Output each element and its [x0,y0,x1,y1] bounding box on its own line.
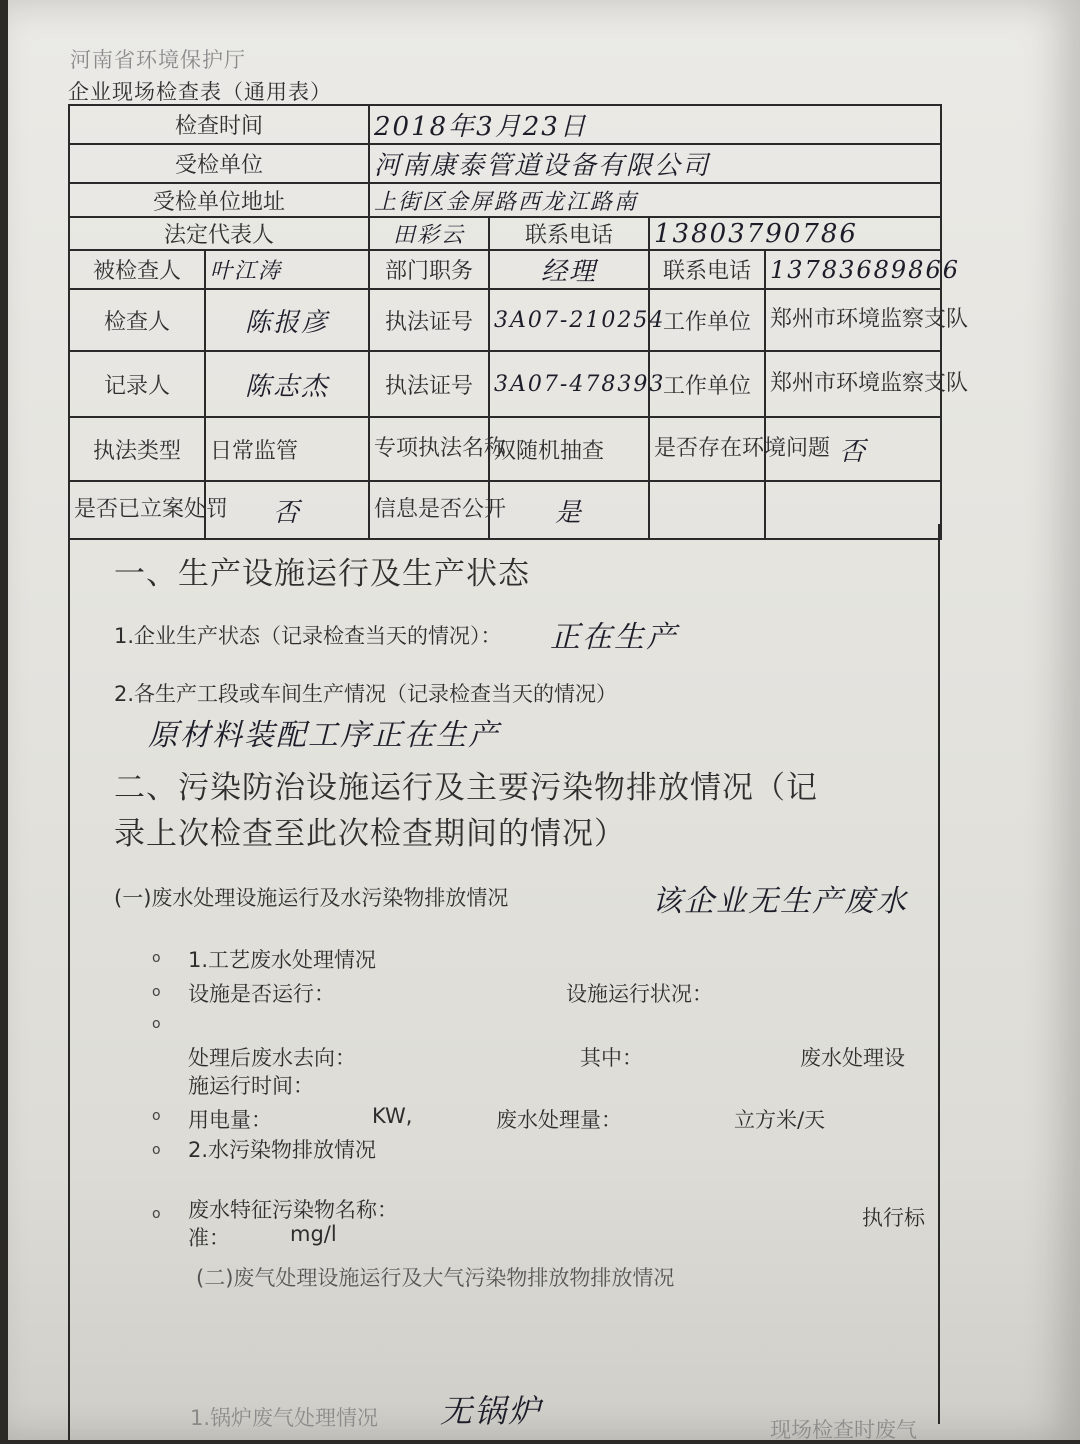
section1-a1: 正在生产 [550,620,678,655]
phone2-value: 13783689866 [770,255,960,284]
pollutant-name-label: 废水特征污染物名称： [188,1198,398,1222]
section2-sub1: (一)废水处理设施运行及水污染物排放情况 [114,886,509,910]
phone2-label: 联系电话 [649,250,765,289]
special-value: 双随机抽查 [489,417,649,481]
inspect-time-value: 2018年3月23日 [374,112,588,142]
public-value: 是 [555,497,584,528]
form-title: 企业现场检查表（通用表） [68,80,332,104]
inspection-info-table [68,104,969,540]
frame-right-border [938,524,940,1424]
unit-label: 受检单位 [69,144,369,183]
cert2-label: 执法证号 [369,351,489,417]
section1-q1: 1.企业生产状态（记录检查当天的情况）： [114,624,502,648]
dept-label: 部门职务 [369,250,489,289]
facility-status-label: 设施运行状况： [566,982,713,1006]
bullet-dot: o [152,1142,161,1158]
env-issue-value: 否 [839,436,868,467]
enforce-type-label: 执法类型 [69,417,205,481]
section2-sub1-answer: 该企业无生产废水 [652,884,908,919]
onsite-exhaust-label: 现场检查时废气 [770,1418,917,1442]
section1-a2: 原材料装配工序正在生产 [148,718,500,753]
unit-value: 河南康泰管道设备有限公司 [374,151,711,181]
cert-value: 3A07-210254 [494,307,666,333]
recorder-label: 记录人 [69,351,205,417]
workunit-label: 工作单位 [649,289,765,351]
special-label: 专项执法名称 [369,417,489,481]
bullet-dot: o [152,950,161,966]
wastewater-item1: 1.工艺废水处理情况 [188,948,377,972]
phone-label: 联系电话 [489,217,649,250]
section2-title-line1: 二、污染防治设施运行及主要污染物排放情况（记 [114,770,818,806]
wastewater-runtime-label-b: 施运行时间： [188,1074,314,1098]
cert-label: 执法证号 [369,289,489,351]
dept-value: 经理 [541,257,598,287]
agency-name: 河南省环境保护厅 [70,48,246,72]
workunit2-value: 郑州市环境监察支队 [765,351,941,417]
exec-standard-label-a: 执行标 [862,1206,925,1230]
address-value: 上街区金屏路西龙江路南 [374,189,639,215]
enforce-type-value: 日常监管 [205,417,369,481]
inspector-value: 陈报彦 [245,307,330,338]
empty-cell [765,481,941,539]
facility-running-label: 设施是否运行： [188,982,335,1006]
kw-unit: KW, [372,1104,413,1128]
case-label: 是否已立案处罚 [69,481,205,539]
inspectee-label: 被检查人 [69,250,205,289]
workunit2-label: 工作单位 [649,351,765,417]
inspectee-value: 叶江涛 [210,259,283,284]
bullet-dot: o [152,1108,161,1124]
treatment-volume-label: 废水处理量： [496,1108,622,1132]
empty-cell [649,481,765,539]
among-label: 其中： [580,1046,643,1070]
case-value: 否 [273,497,302,528]
volume-unit: 立方米/天 [734,1108,826,1132]
exhaust-subtitle: (二)废气处理设施运行及大气污染物排放物排放情况 [196,1266,675,1290]
boiler-label: 1.锅炉废气处理情况 [190,1406,379,1430]
wastewater-destination-label: 处理后废水去向： [188,1046,356,1070]
bullet-dot: o [152,984,161,1000]
legal-rep-label: 法定代表人 [69,217,369,250]
phone-value: 13803790786 [654,218,858,249]
bullet-dot: o [152,1206,161,1222]
wastewater-runtime-label-a: 废水处理设 [800,1046,905,1070]
section1-q2: 2.各生产工段或车间生产情况（记录检查当天的情况） [114,682,618,706]
power-usage-label: 用电量： [188,1108,272,1132]
wastewater-item2: 2.水污染物排放情况 [188,1138,377,1162]
mgl-unit: mg/l [290,1222,337,1246]
public-label: 信息是否公开 [369,481,489,539]
frame-left-border [68,524,70,1440]
cert2-value: 3A07-478393 [494,371,666,397]
env-issue-label: 是否存在环境问题 [649,417,765,481]
inspect-time-label: 检查时间 [69,105,369,144]
exec-standard-label-b: 准： [188,1226,230,1250]
workunit-value: 郑州市环境监察支队 [765,289,941,351]
inspector-label: 检查人 [69,289,205,351]
section1-title: 一、生产设施运行及生产状态 [114,556,530,592]
address-label: 受检单位地址 [69,183,369,217]
boiler-answer: 无锅炉 [440,1392,543,1430]
legal-rep-value: 田彩云 [393,223,466,248]
bullet-dot: o [152,1016,161,1032]
section2-title-line2: 录上次检查至此次检查期间的情况） [114,816,626,852]
recorder-value: 陈志杰 [245,371,330,402]
